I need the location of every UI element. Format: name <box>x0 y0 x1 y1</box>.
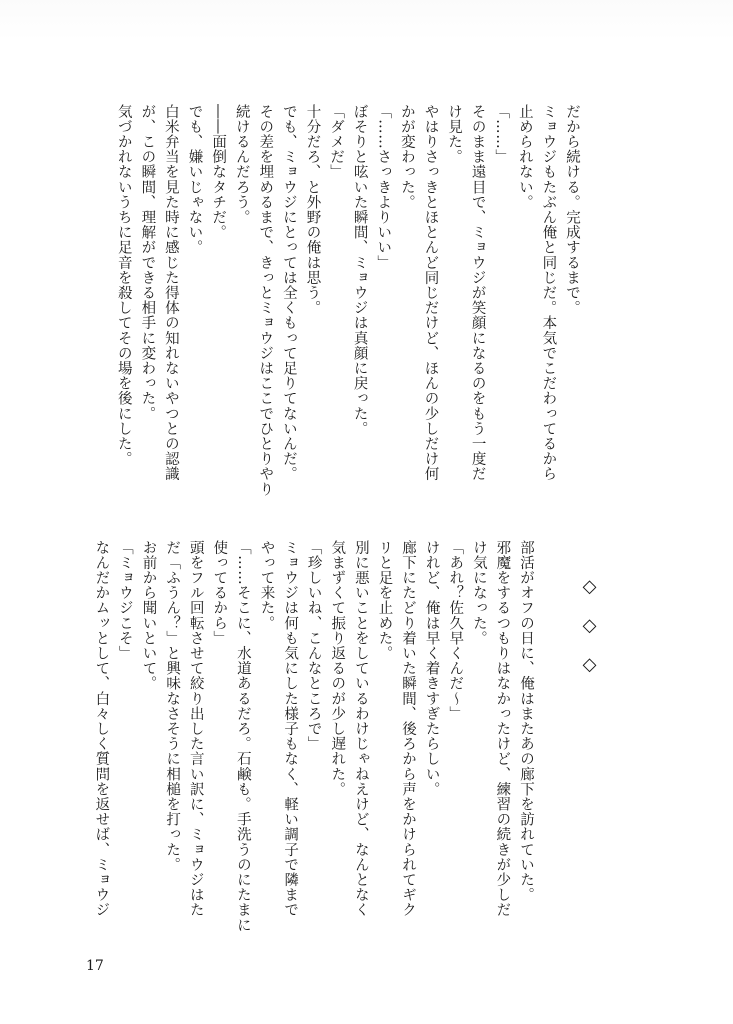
text-line: やはりさっきとほとんど同じだけど、ほんの少しだけ何 <box>422 104 439 482</box>
text-line: 止められない。 <box>516 104 533 210</box>
text-line: 「……そこに、水道あるだろ。石鹸も。手洗うのにたまに <box>234 540 251 933</box>
text-line: かが変わった。 <box>398 104 415 210</box>
section-break-marks: ◇◇◇ <box>579 576 600 693</box>
text-line: 白米弁当を見た時に感じた得体の知れないやつとの認識 <box>162 104 179 482</box>
text-line: 邪魔をするつもりはなかったけど、練習の続きが少しだ <box>494 540 511 918</box>
text-line: 「珍しいね、こんなところで」 <box>305 540 322 752</box>
text-line: ミョウジは何も気にした様子もなく、軽い調子で隣まで <box>282 540 299 918</box>
text-line: 頭をフル回転させて絞り出した言い訳に、ミョウジはた <box>187 540 204 918</box>
text-line: だから続ける。完成するまで。 <box>564 104 580 316</box>
text-line: だ「ふうん？」と興味なさそうに相槌を打った。 <box>164 540 181 873</box>
text-line: 「あれ？佐久早くんだ～」 <box>447 540 464 722</box>
text-line: そのまま遠目で、ミョウジが笑顔になるのをもう一度だ <box>469 104 486 482</box>
text-line: でも、嫌いじゃない。 <box>186 104 203 255</box>
text-line: 「ダメだ」 <box>328 104 345 180</box>
text-line: 部活がオフの日に、俺はまたあの廊下を訪れていた。 <box>518 540 534 903</box>
text-line: 続けるんだろう。 <box>233 104 250 225</box>
upper-text-block <box>111 104 583 504</box>
text-line: 「……」 <box>493 104 510 165</box>
text-line: やって来た。 <box>258 540 275 631</box>
text-line: け気になった。 <box>470 540 487 646</box>
text-line: 気づかれないうちに足音を殺してその場を後にした。 <box>115 104 132 467</box>
text-line: 「……さっきよりいい」 <box>375 104 392 271</box>
text-line: 使ってるから」 <box>211 540 228 646</box>
text-line: 気まずくて振り返るのが少し遅れた。 <box>329 540 346 797</box>
text-line: なんだかムッとして、白々しく質問を返せば、ミョウジ <box>93 540 110 918</box>
text-line: 廊下にたどり着いた瞬間、後ろから声をかけられてギク <box>400 540 417 918</box>
page-number: 17 <box>86 958 104 974</box>
text-line: でも、ミョウジにとっては全くもって足りてないんだ。 <box>280 104 297 482</box>
text-line: 「ミョウジこそ」 <box>116 540 133 661</box>
text-line: リと足を止めた。 <box>376 540 393 661</box>
text-line: お前から聞いといて。 <box>140 540 157 691</box>
text-line: けれど、俺は早く着きすぎたらしい。 <box>423 540 440 797</box>
text-line: その差を埋めるまで、きっとミョウジはここでひとりやり <box>257 104 274 497</box>
text-line: 別に悪いことをしているわけじゃねえけど、なんとなく <box>352 540 369 918</box>
text-line: け見た。 <box>446 104 463 165</box>
text-line: が、この瞬間、理解ができる相手に変わった。 <box>139 104 156 422</box>
text-line: ぼそりと呟いた瞬間、ミョウジは真顔に戻った。 <box>351 104 368 437</box>
lower-text-block <box>89 540 537 940</box>
text-line: 十分だろ、と外野の俺は思う。 <box>304 104 321 316</box>
text-line: ――面倒なタチだ。 <box>210 104 227 240</box>
text-line: ミョウジもたぶん俺と同じだ。本気でこだわってるから <box>540 104 557 482</box>
